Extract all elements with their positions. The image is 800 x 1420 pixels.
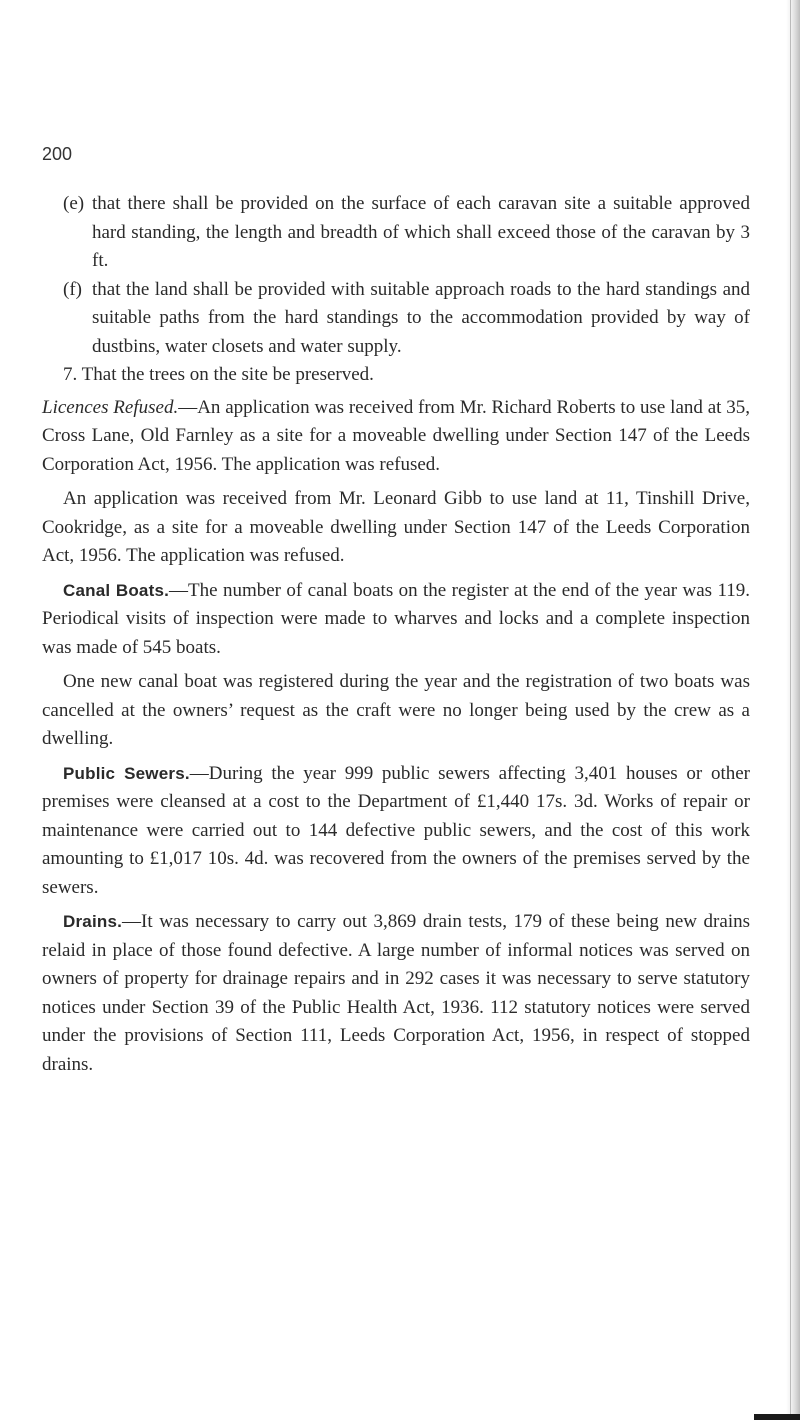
sewers-heading: Public Sewers. [63,763,190,783]
item-label-f: (f) [63,278,82,300]
licences-paragraph-2: An application was received from Mr. Leonard Gibb to use land at 11, Tinshill Drive, Cookridge, as a site for a moveable dwelling under Section 147 of the Leeds Corporation Act, 1956. The application was refused. [42,488,750,566]
page-edge-shadow [786,0,800,1420]
item-label-e: (e) [63,193,85,214]
drains-paragraph [42,908,750,1079]
sewers-paragraph [42,760,750,903]
canal-heading: Canal Boats. [63,580,170,600]
list-item-f [42,276,750,362]
page-number: 200 [42,144,73,164]
page-edge-line [790,0,791,1420]
item-text-f: that the land shall be provided with suitable approach roads to the hard standings and suitable paths from the hard standings to the accommodation provided by way of dustbins, water closets and water supply. [92,278,750,357]
canal-paragraph-2: One new canal boat was registered during the year and the registration of two boats was cancelled at the owners’ request as the craft were no longer being used by the crew as a dwelling. [42,671,750,749]
canal-text-1: —The number of canal boats on the register at the end of the year was 119. Periodical visits of inspection were made to wharves and locks and a complete inspection was made of 545 boats. [42,579,750,658]
page-body [42,190,750,1085]
drains-heading: Drains. [63,912,123,931]
licences-heading: Licences Refused. [42,396,179,418]
sewers-text-1: —During the year 999 public sewers affecting 3,401 houses or other premises were cleansed at a cost to the Department of £1,440 17s. 3d. Works of repair or maintenance were carried out to 144 defective public sewers, and the cost of this work amounting to £1,017 10s. 4d. was recovered from the owners of the premises served by the sewers. [42,762,750,898]
item-text-e: that there shall be provided on the surface of each caravan site a suitable approved hard standing, the length and breadth of which shall exceed those of the caravan by 3 ft. [92,193,750,271]
drains-text-1: —It was necessary to carry out 3,869 drain tests, 179 of these being new drains relaid in place of those found defective. A large number of informal notices was served on owners of property for drainage repairs and in 292 cases it was necessary to serve statutory notices under Section 39 of the Public Health Act, 1936. 112 statutory notices were served under the provisions of Section 111, Leeds Corporation Act, 1956, in respect of stopped drains. [42,911,750,1075]
licences-text-1: —An application was received from Mr. Richard Roberts to use land at 35, Cross Lane, Old Farnley as a site for a moveable dwelling under Section 147 of the Leeds Corporation Act, 1956. The application was refused. [42,396,750,475]
list-item-e [42,190,750,276]
numbered-item-7: 7. That the trees on the site be preserved. [63,364,374,385]
canal-paragraph [42,577,750,663]
licences-paragraph [42,394,750,480]
page-corner-mark [754,1414,800,1420]
